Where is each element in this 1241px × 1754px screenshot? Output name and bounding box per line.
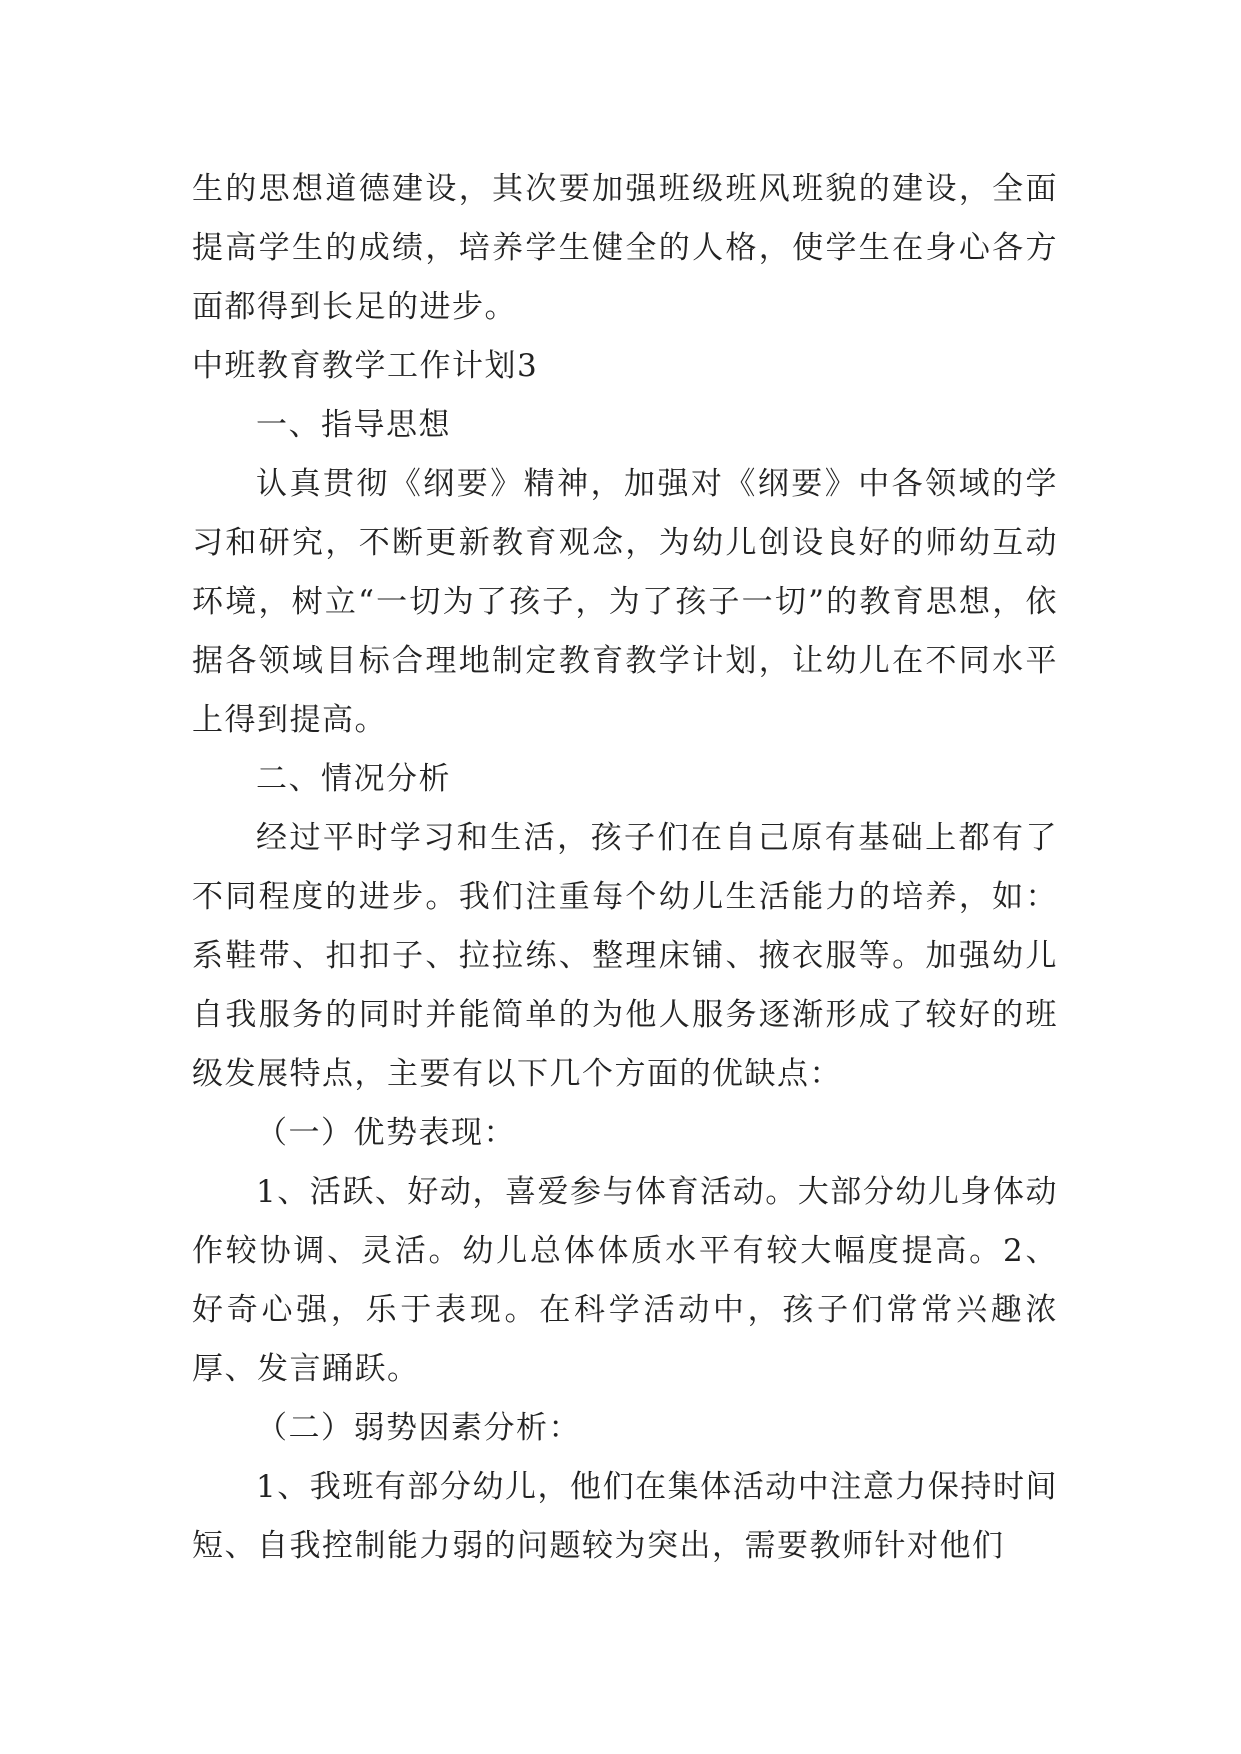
subheading-situation-analysis: 二、情况分析 [256, 761, 451, 797]
paragraph-continuation: 生的思想道德建设，其次要加强班级班风班貌的建设，全面提高学生的成绩，培养学生健全的人格，使学生在身心各方面都得到长足的进步。 [192, 171, 1058, 325]
subheading-guiding-thought: 一、指导思想 [256, 407, 451, 443]
subheading-strengths: （一）优势表现： [256, 1115, 516, 1151]
section-title: 中班教育教学工作计划3 [192, 348, 539, 384]
paragraph-situation-analysis: 经过平时学习和生活，孩子们在自己原有基础上都有了不同程度的进步。我们注重每个幼儿生活能力的培养，如：系鞋带、扣扣子、拉拉练、整理床铺、掖衣服等。加强幼儿自我服务的同时并能简单的为他人服务逐渐形成了较好的班级发展特点，主要有以下几个方面的优缺点： [192, 820, 1058, 1092]
subheading-weaknesses: （二）弱势因素分析： [256, 1410, 581, 1446]
paragraph-guiding-thought: 认真贯彻《纲要》精神，加强对《纲要》中各领域的学习和研究，不断更新教育观念，为幼儿创设良好的师幼互动环境，树立“一切为了孩子，为了孩子一切”的教育思想，依据各领域目标合理地制定教育教学计划，让幼儿在不同水平上得到提高。 [192, 466, 1058, 738]
document-body [192, 160, 1058, 1576]
paragraph-weaknesses: 1、我班有部分幼儿，他们在集体活动中注意力保持时间短、自我控制能力弱的问题较为突出，需要教师针对他们 [192, 1469, 1058, 1564]
paragraph-strengths: 1、活跃、好动，喜爱参与体育活动。大部分幼儿身体动作较协调、灵活。幼儿总体体质水平有较大幅度提高。2、好奇心强，乐于表现。在科学活动中，孩子们常常兴趣浓厚、发言踊跃。 [192, 1174, 1058, 1387]
